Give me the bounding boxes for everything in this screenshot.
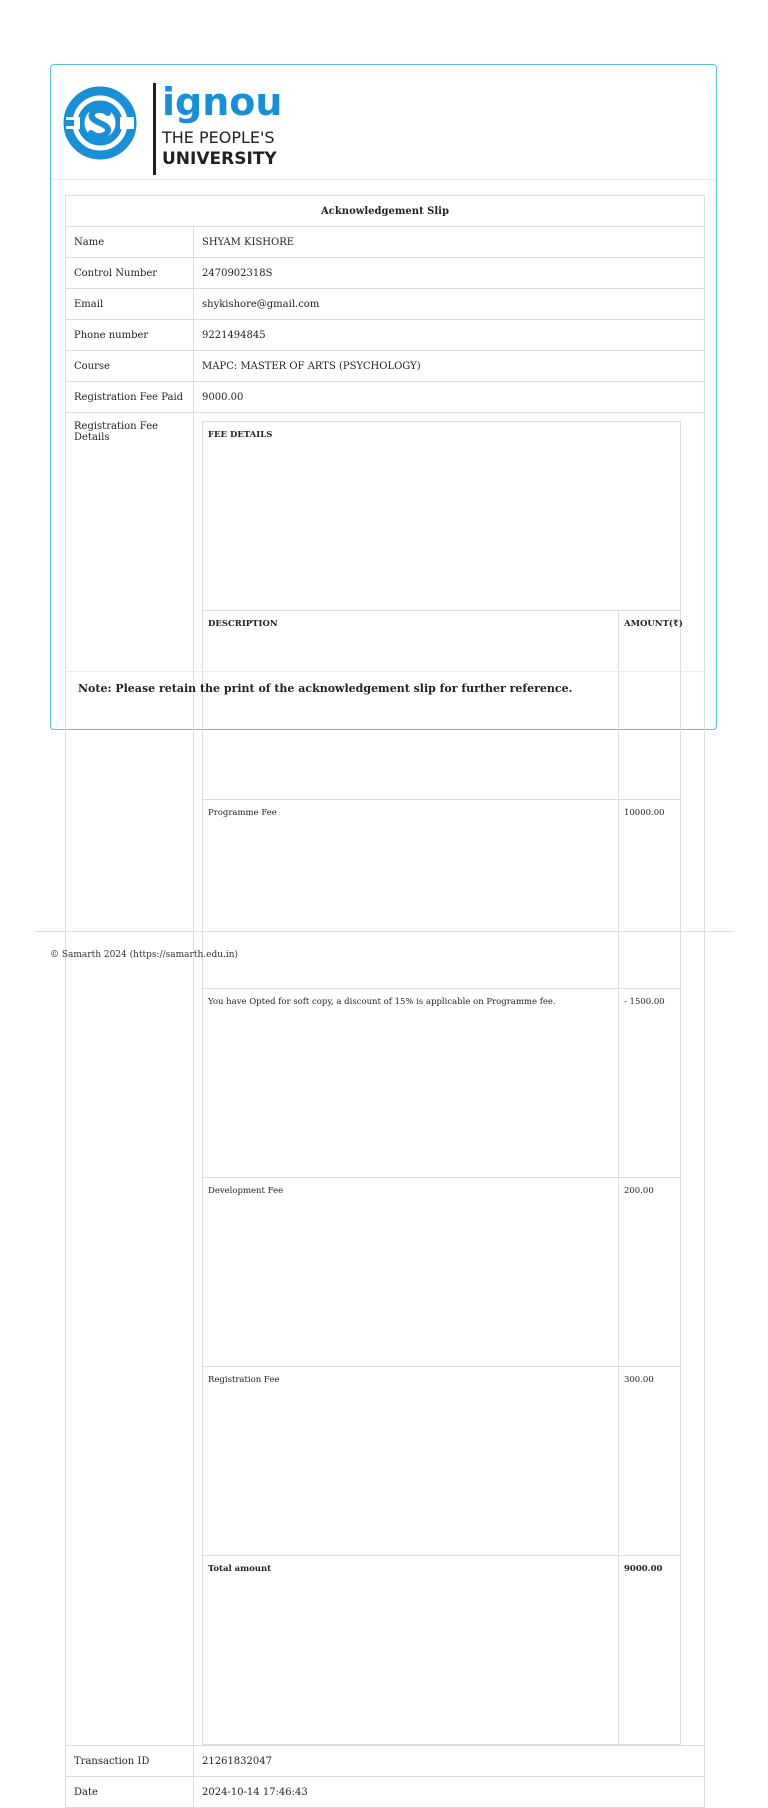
row-value-transaction-id: 21261832047	[194, 1746, 705, 1777]
fee-details-cell	[194, 413, 705, 1746]
footer-copyright: © Samarth 2024 (https://samarth.edu.in)	[50, 950, 239, 960]
row-value-course: MAPC: MASTER OF ARTS (PSYCHOLOGY)	[194, 351, 705, 382]
acknowledgement-table	[65, 195, 705, 1808]
footer-divider	[36, 931, 733, 932]
fee-item-description: Development Fee	[203, 1178, 619, 1367]
fee-col-description: DESCRIPTION	[203, 611, 619, 800]
logo-tagline-line1: THE PEOPLE'S	[162, 128, 275, 147]
fee-total-amount: 9000.00	[618, 1556, 680, 1745]
row-value-fee-paid: 9000.00	[194, 382, 705, 413]
ignou-emblem-icon	[64, 91, 134, 155]
row-label-email: Email	[66, 289, 194, 320]
fee-item-description: Registration Fee	[203, 1367, 619, 1556]
row-label-date: Date	[66, 1777, 194, 1808]
row-label-name: Name	[66, 227, 194, 258]
fee-item-amount: 10000.00	[618, 800, 680, 989]
row-value-date: 2024-10-14 17:46:43	[194, 1777, 705, 1808]
fee-item-description: Programme Fee	[203, 800, 619, 989]
table-row	[66, 413, 705, 1746]
table-row	[203, 800, 681, 989]
fee-item-amount: - 1500.00	[618, 989, 680, 1178]
note-divider	[65, 671, 705, 672]
table-row	[203, 422, 681, 611]
table-row	[66, 258, 705, 289]
fee-item-description: You have Opted for soft copy, a discount of 15% is applicable on Programme fee.	[203, 989, 619, 1178]
table-row	[203, 611, 681, 800]
table-row	[203, 989, 681, 1178]
fee-item-amount: 300.00	[618, 1367, 680, 1556]
table-row	[66, 1777, 705, 1808]
row-value-email: shykishore@gmail.com	[194, 289, 705, 320]
header-logo-area	[51, 65, 716, 180]
table-row	[66, 382, 705, 413]
row-value-name: SHYAM KISHORE	[194, 227, 705, 258]
table-row	[203, 1367, 681, 1556]
fee-details-table	[202, 421, 681, 1745]
row-label-course: Course	[66, 351, 194, 382]
row-value-control-number: 2470902318S	[194, 258, 705, 289]
table-row	[66, 227, 705, 258]
table-row	[203, 1178, 681, 1367]
slip-title: Acknowledgement Slip	[66, 196, 705, 227]
row-label-transaction-id: Transaction ID	[66, 1746, 194, 1777]
logo-tagline-line2: UNIVERSITY	[162, 149, 277, 169]
table-row	[66, 289, 705, 320]
row-label-phone: Phone number	[66, 320, 194, 351]
table-row	[203, 1556, 681, 1745]
fee-col-amount: AMOUNT(₹)	[618, 611, 680, 800]
fee-details-heading: FEE DETAILS	[203, 422, 681, 611]
fee-item-amount: 200.00	[618, 1178, 680, 1367]
row-label-fee-details: Registration Fee Details	[66, 413, 194, 1746]
row-value-phone: 9221494845	[194, 320, 705, 351]
fee-total-label: Total amount	[203, 1556, 619, 1745]
row-label-control-number: Control Number	[66, 258, 194, 289]
reference-note: Note: Please retain the print of the acknowledgement slip for further reference.	[78, 682, 573, 695]
logo-divider	[153, 83, 156, 175]
table-row	[66, 320, 705, 351]
table-row	[66, 1746, 705, 1777]
logo-brand-text: ignou	[162, 80, 283, 124]
ignou-logo	[64, 73, 304, 173]
row-label-fee-paid: Registration Fee Paid	[66, 382, 194, 413]
table-row	[66, 351, 705, 382]
